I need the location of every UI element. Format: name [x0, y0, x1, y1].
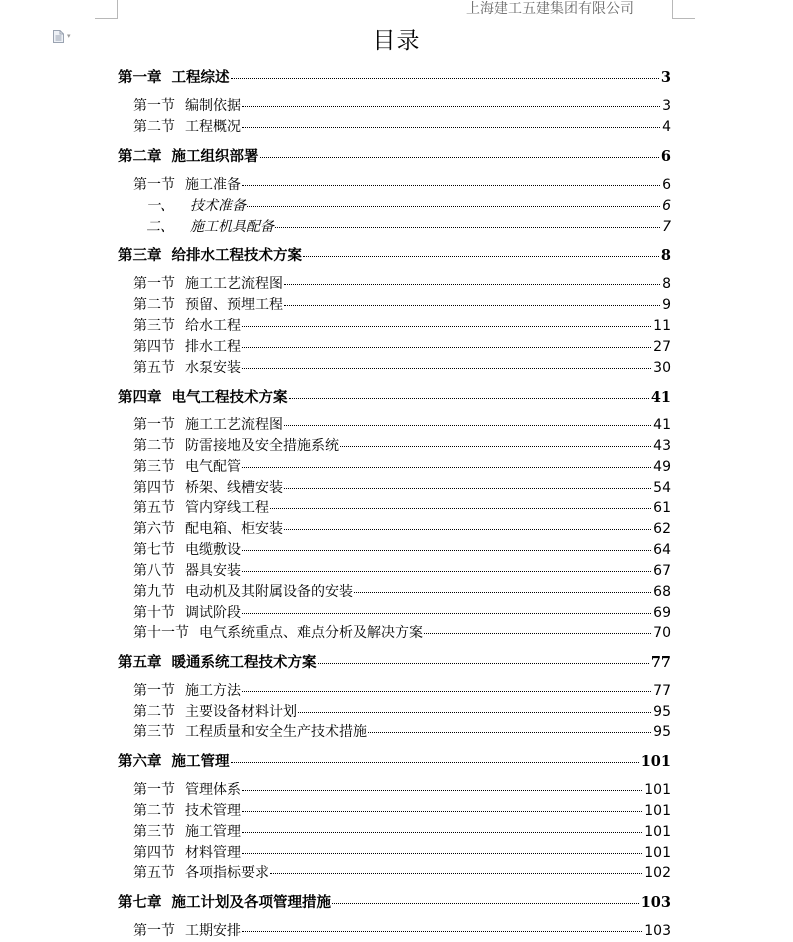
- toc-entry-label: 第四章: [118, 389, 162, 406]
- toc-page-number: 70: [653, 625, 671, 641]
- toc-section-entry[interactable]: [133, 780, 671, 801]
- toc-entry-title: 施工管理: [171, 753, 230, 770]
- toc-entry-label: 第三章: [118, 247, 162, 264]
- toc-entry-title: 工程质量和安全生产技术措施: [185, 724, 367, 740]
- toc-dot-leader: [242, 126, 660, 128]
- toc-section-entry[interactable]: [133, 96, 671, 117]
- toc-dot-leader: [270, 872, 642, 874]
- toc-dot-leader: [260, 156, 659, 158]
- toc-entry-title: 管内穿线工程: [185, 500, 269, 516]
- toc-entry-title: 桥架、线槽安装: [185, 480, 283, 496]
- toc-dot-leader: [284, 487, 651, 489]
- toc-page-number: 95: [653, 724, 671, 740]
- toc-section-entry[interactable]: [133, 295, 671, 316]
- toc-dot-leader: [242, 367, 651, 369]
- toc-entry-label: 第一节: [133, 276, 175, 292]
- toc-page-number: 30: [653, 360, 671, 376]
- toc-section-entry[interactable]: [133, 358, 671, 379]
- toc-entry-text: [133, 801, 241, 822]
- toc-entry-label: 第四节: [133, 480, 175, 496]
- toc-entry-title: 工程综述: [171, 69, 230, 86]
- toc-dot-leader: [298, 711, 651, 713]
- toc-dot-leader: [318, 662, 649, 664]
- toc-entry-label: 第一节: [133, 177, 175, 193]
- toc-entry-title: 电缆敷设: [185, 542, 241, 558]
- toc-page-number: 77: [650, 654, 671, 671]
- toc-entry-label: 第十节: [133, 605, 175, 621]
- toc-dot-leader: [424, 632, 651, 634]
- toc-entry-text: [118, 245, 302, 266]
- toc-section-entry[interactable]: [133, 722, 671, 743]
- page-title: 目录: [372, 28, 421, 54]
- toc-section-entry[interactable]: [133, 801, 671, 822]
- toc-entry-title: 施工工艺流程图: [185, 417, 283, 433]
- toc-entry-label: 第一节: [133, 683, 175, 699]
- toc-entry-text: [146, 217, 274, 238]
- toc-entry-title: 预留、预埋工程: [185, 297, 283, 313]
- toc-entry-title: 工期安排: [185, 923, 241, 939]
- toc-entry-text: [118, 892, 331, 913]
- toc-dot-leader: [242, 690, 651, 692]
- toc-entry-label: 第三节: [133, 459, 175, 475]
- toc-entry-text: [133, 457, 241, 478]
- toc-entry-title: 配电箱、柜安装: [185, 521, 283, 537]
- toc-dot-leader: [231, 761, 639, 763]
- toc-entry-label: 第一节: [133, 417, 175, 433]
- toc-entry-label: 二、: [146, 219, 174, 235]
- toc-entry-title: 施工管理: [185, 824, 241, 840]
- toc-entry-text: [118, 652, 317, 673]
- toc-entry-text: [133, 436, 339, 457]
- toc-entry-title: 器具安装: [185, 563, 241, 579]
- toc-entry-text: [133, 681, 241, 702]
- toc-dot-leader: [242, 831, 642, 833]
- toc-page-number: 4: [662, 119, 671, 135]
- toc-entry-label: 第五节: [133, 360, 175, 376]
- toc-entry-label: 第二章: [118, 148, 162, 165]
- toc-entry-label: 第二节: [133, 704, 175, 720]
- toc-dot-leader: [284, 424, 651, 426]
- toc-entry-label: 第九节: [133, 584, 175, 600]
- toc-entry-title: 电气系统重点、难点分析及解决方案: [199, 625, 423, 641]
- toc-dot-leader: [242, 930, 642, 932]
- toc-page-number: 6: [660, 148, 671, 165]
- toc-entry-title: 电动机及其附属设备的安装: [185, 584, 353, 600]
- toc-page-number: 102: [644, 865, 671, 881]
- toc-dot-leader: [242, 810, 642, 812]
- toc-page-number: 6: [662, 198, 671, 214]
- toc-entry-title: 调试阶段: [185, 605, 241, 621]
- toc-page-number: 95: [653, 704, 671, 720]
- toc-entry-text: [133, 822, 241, 843]
- toc-page-number: 69: [653, 605, 671, 621]
- toc-entry-text: [133, 337, 241, 358]
- toc-page-number: 62: [653, 521, 671, 537]
- toc-entry-label: 第四节: [133, 845, 175, 861]
- toc-section-entry[interactable]: [133, 681, 671, 702]
- page-header-company: 上海建工五建集团有限公司: [466, 1, 634, 17]
- toc-section-entry[interactable]: [133, 843, 671, 864]
- toc-entry-text: [133, 519, 283, 540]
- toc-entry-title: 电气配管: [185, 459, 241, 475]
- toc-entry-text: [133, 722, 367, 743]
- toc-section-entry[interactable]: [133, 582, 671, 603]
- toc-page-number: 41: [653, 417, 671, 433]
- toc-chapter-entry[interactable]: [118, 245, 671, 266]
- toc-entry-text: [133, 478, 283, 499]
- toc-page-number: 77: [653, 683, 671, 699]
- toc-chapter-entry[interactable]: [118, 751, 671, 772]
- toc-entry-text: [133, 175, 241, 196]
- toc-chapter-entry[interactable]: [118, 652, 671, 673]
- toc-entry-label: 第一节: [133, 923, 175, 939]
- toc-section-entry[interactable]: [133, 702, 671, 723]
- toc-entry-title: 给排水工程技术方案: [171, 247, 302, 264]
- toc-entry-title: 材料管理: [185, 845, 241, 861]
- toc-entry-title: 编制依据: [185, 98, 241, 114]
- toc-entry-text: [118, 67, 230, 88]
- toc-section-entry[interactable]: [133, 117, 671, 138]
- toc-entry-text: [133, 780, 241, 801]
- toc-section-entry[interactable]: [133, 274, 671, 295]
- toc-entry-text: [118, 387, 288, 408]
- toc-entry-label: 第七章: [118, 894, 162, 911]
- toc-entry-title: 电气工程技术方案: [171, 389, 288, 406]
- toc-page-number: 68: [653, 584, 671, 600]
- toc-entry-label: 第五节: [133, 865, 175, 881]
- toc-entry-label: 第四节: [133, 339, 175, 355]
- toc-entry-title: 工程概况: [185, 119, 241, 135]
- toc-subsection-entry[interactable]: [146, 217, 671, 238]
- toc-entry-title: 管理体系: [185, 782, 241, 798]
- toc-entry-title: 排水工程: [185, 339, 241, 355]
- toc-entry-label: 第二节: [133, 438, 175, 454]
- toc-page-number: 101: [644, 824, 671, 840]
- toc-entry-label: 第六节: [133, 521, 175, 537]
- toc-dot-leader: [242, 789, 642, 791]
- toc-page-number: 11: [653, 318, 671, 334]
- toc-page-number: 101: [644, 803, 671, 819]
- toc-entry-label: 第五节: [133, 500, 175, 516]
- toc-page-number: 103: [644, 923, 671, 939]
- toc-entry-label: 第二节: [133, 297, 175, 313]
- toc-dot-leader: [242, 570, 651, 572]
- toc-entry-text: [146, 196, 246, 217]
- toc-page-number: 8: [662, 276, 671, 292]
- toc-page-number: 27: [653, 339, 671, 355]
- toc-entry-text: [133, 582, 353, 603]
- toc-entry-label: 第二节: [133, 803, 175, 819]
- toc-dot-leader: [270, 507, 651, 509]
- toc-entry-text: [133, 358, 241, 379]
- toc-entry-text: [133, 295, 283, 316]
- toc-entry-title: 施工准备: [185, 177, 241, 193]
- chevron-down-icon: ▾: [67, 32, 71, 40]
- toc-entry-title: 技术管理: [185, 803, 241, 819]
- toc-section-entry[interactable]: [133, 863, 671, 884]
- toc-dot-leader: [242, 325, 651, 327]
- toc-section-entry[interactable]: [133, 478, 671, 499]
- toc-entry-label: 第五章: [118, 654, 162, 671]
- toc-dot-leader: [289, 397, 649, 399]
- toc-section-entry[interactable]: [133, 519, 671, 540]
- toc-entry-text: [133, 623, 423, 644]
- toc-section-entry[interactable]: [133, 316, 671, 337]
- toc-dot-leader: [332, 902, 639, 904]
- toc-section-entry[interactable]: [133, 498, 671, 519]
- toc-entry-title: 各项指标要求: [185, 865, 269, 881]
- toc-entry-title: 技术准备: [190, 198, 246, 214]
- toc-dot-leader: [242, 852, 642, 854]
- toc-entry-label: 第六章: [118, 753, 162, 770]
- toc-page-number: 49: [653, 459, 671, 475]
- toc-page-number: 6: [662, 177, 671, 193]
- toc-dot-leader: [242, 549, 651, 551]
- toc-entry-text: [133, 540, 241, 561]
- toc-entry-title: 暖通系统工程技术方案: [171, 654, 317, 671]
- toc-chapter-entry[interactable]: [118, 387, 671, 408]
- toc-dot-leader: [340, 445, 651, 447]
- toc-dot-leader: [368, 731, 651, 733]
- toc-entry-text: [133, 274, 283, 295]
- toc-section-entry[interactable]: [133, 457, 671, 478]
- toc-page-number: 3: [660, 69, 671, 86]
- toc-entry-text: [133, 316, 241, 337]
- toc-entry-text: [118, 146, 259, 167]
- toc-entry-text: [133, 415, 283, 436]
- toc-entry-label: 第十一节: [133, 625, 189, 641]
- toc-chapter-entry[interactable]: [118, 892, 671, 913]
- toc-dot-leader: [247, 205, 660, 207]
- toc-entry-title: 施工计划及各项管理措施: [171, 894, 331, 911]
- toc-entry-title: 施工工艺流程图: [185, 276, 283, 292]
- toc-entry-title: 施工方法: [185, 683, 241, 699]
- toc-page-number: 7: [662, 219, 671, 235]
- toc-section-entry[interactable]: [133, 540, 671, 561]
- toc-page-number: 101: [644, 845, 671, 861]
- toc-page-number: 54: [653, 480, 671, 496]
- toc-section-entry[interactable]: [133, 175, 671, 196]
- toc-dot-leader: [242, 184, 660, 186]
- toc-entry-title: 水泵安装: [185, 360, 241, 376]
- toc-page-number: 103: [640, 894, 671, 911]
- toc-dot-leader: [275, 226, 660, 228]
- toc-entry-label: 第三节: [133, 824, 175, 840]
- toc-dot-leader: [242, 346, 651, 348]
- toc-entry-title: 给水工程: [185, 318, 241, 334]
- toc-page-number: 43: [653, 438, 671, 454]
- toc-dot-leader: [354, 591, 651, 593]
- toc-section-entry[interactable]: [133, 623, 671, 644]
- toc-section-entry[interactable]: [133, 415, 671, 436]
- toc-page-number: 41: [650, 389, 671, 406]
- toc-entry-text: [118, 751, 230, 772]
- toc-entry-text: [133, 603, 241, 624]
- toc-dot-leader: [242, 466, 651, 468]
- toc-entry-label: 一、: [146, 198, 174, 214]
- toc-dot-leader: [242, 612, 651, 614]
- toc-entry-label: 第二节: [133, 119, 175, 135]
- toc-entry-text: [133, 863, 269, 884]
- toc-subsection-entry[interactable]: [146, 196, 671, 217]
- toc-entry-label: 第一节: [133, 782, 175, 798]
- toc-entry-title: 防雷接地及安全措施系统: [185, 438, 339, 454]
- toc-entry-text: [133, 561, 241, 582]
- toc-section-entry[interactable]: [133, 436, 671, 457]
- toc-entry-text: [133, 702, 297, 723]
- toc-section-entry[interactable]: [133, 337, 671, 358]
- toc-entry-title: 主要设备材料计划: [185, 704, 297, 720]
- toc-page-number: 64: [653, 542, 671, 558]
- toc-entry-text: [133, 96, 241, 117]
- toc-section-entry[interactable]: [133, 603, 671, 624]
- toc-dot-leader: [284, 528, 651, 530]
- toc-entry-label: 第七节: [133, 542, 175, 558]
- toc-page-number: 101: [640, 753, 671, 770]
- toc-entry-label: 第一节: [133, 98, 175, 114]
- toc-entry-label: 第三节: [133, 724, 175, 740]
- toc-chapter-entry[interactable]: [118, 67, 671, 88]
- toc-chapter-entry[interactable]: [118, 146, 671, 167]
- toc-dot-leader: [242, 105, 660, 107]
- toc-entry-text: [133, 498, 269, 519]
- toc-entry-label: 第八节: [133, 563, 175, 579]
- toc-page-number: 101: [644, 782, 671, 798]
- toc-section-entry[interactable]: [133, 561, 671, 582]
- toc-dot-leader: [284, 304, 660, 306]
- toc-page-number: 9: [662, 297, 671, 313]
- toc-entry-label: 第一章: [118, 69, 162, 86]
- toc-section-entry[interactable]: [133, 822, 671, 843]
- toc-page-number: 8: [660, 247, 671, 264]
- toc-page-number: 67: [653, 563, 671, 579]
- toc-dot-leader: [284, 283, 660, 285]
- toc-entry-text: [133, 843, 241, 864]
- toc-page-number: 3: [662, 98, 671, 114]
- toc-dot-leader: [303, 255, 659, 257]
- toc-dot-leader: [231, 77, 659, 79]
- toc-entry-title: 施工机具配备: [190, 219, 274, 235]
- toc-entry-label: 第三节: [133, 318, 175, 334]
- toc-entry-text: [133, 117, 241, 138]
- toc-entry-title: 施工组织部署: [171, 148, 259, 165]
- toc-page-number: 61: [653, 500, 671, 516]
